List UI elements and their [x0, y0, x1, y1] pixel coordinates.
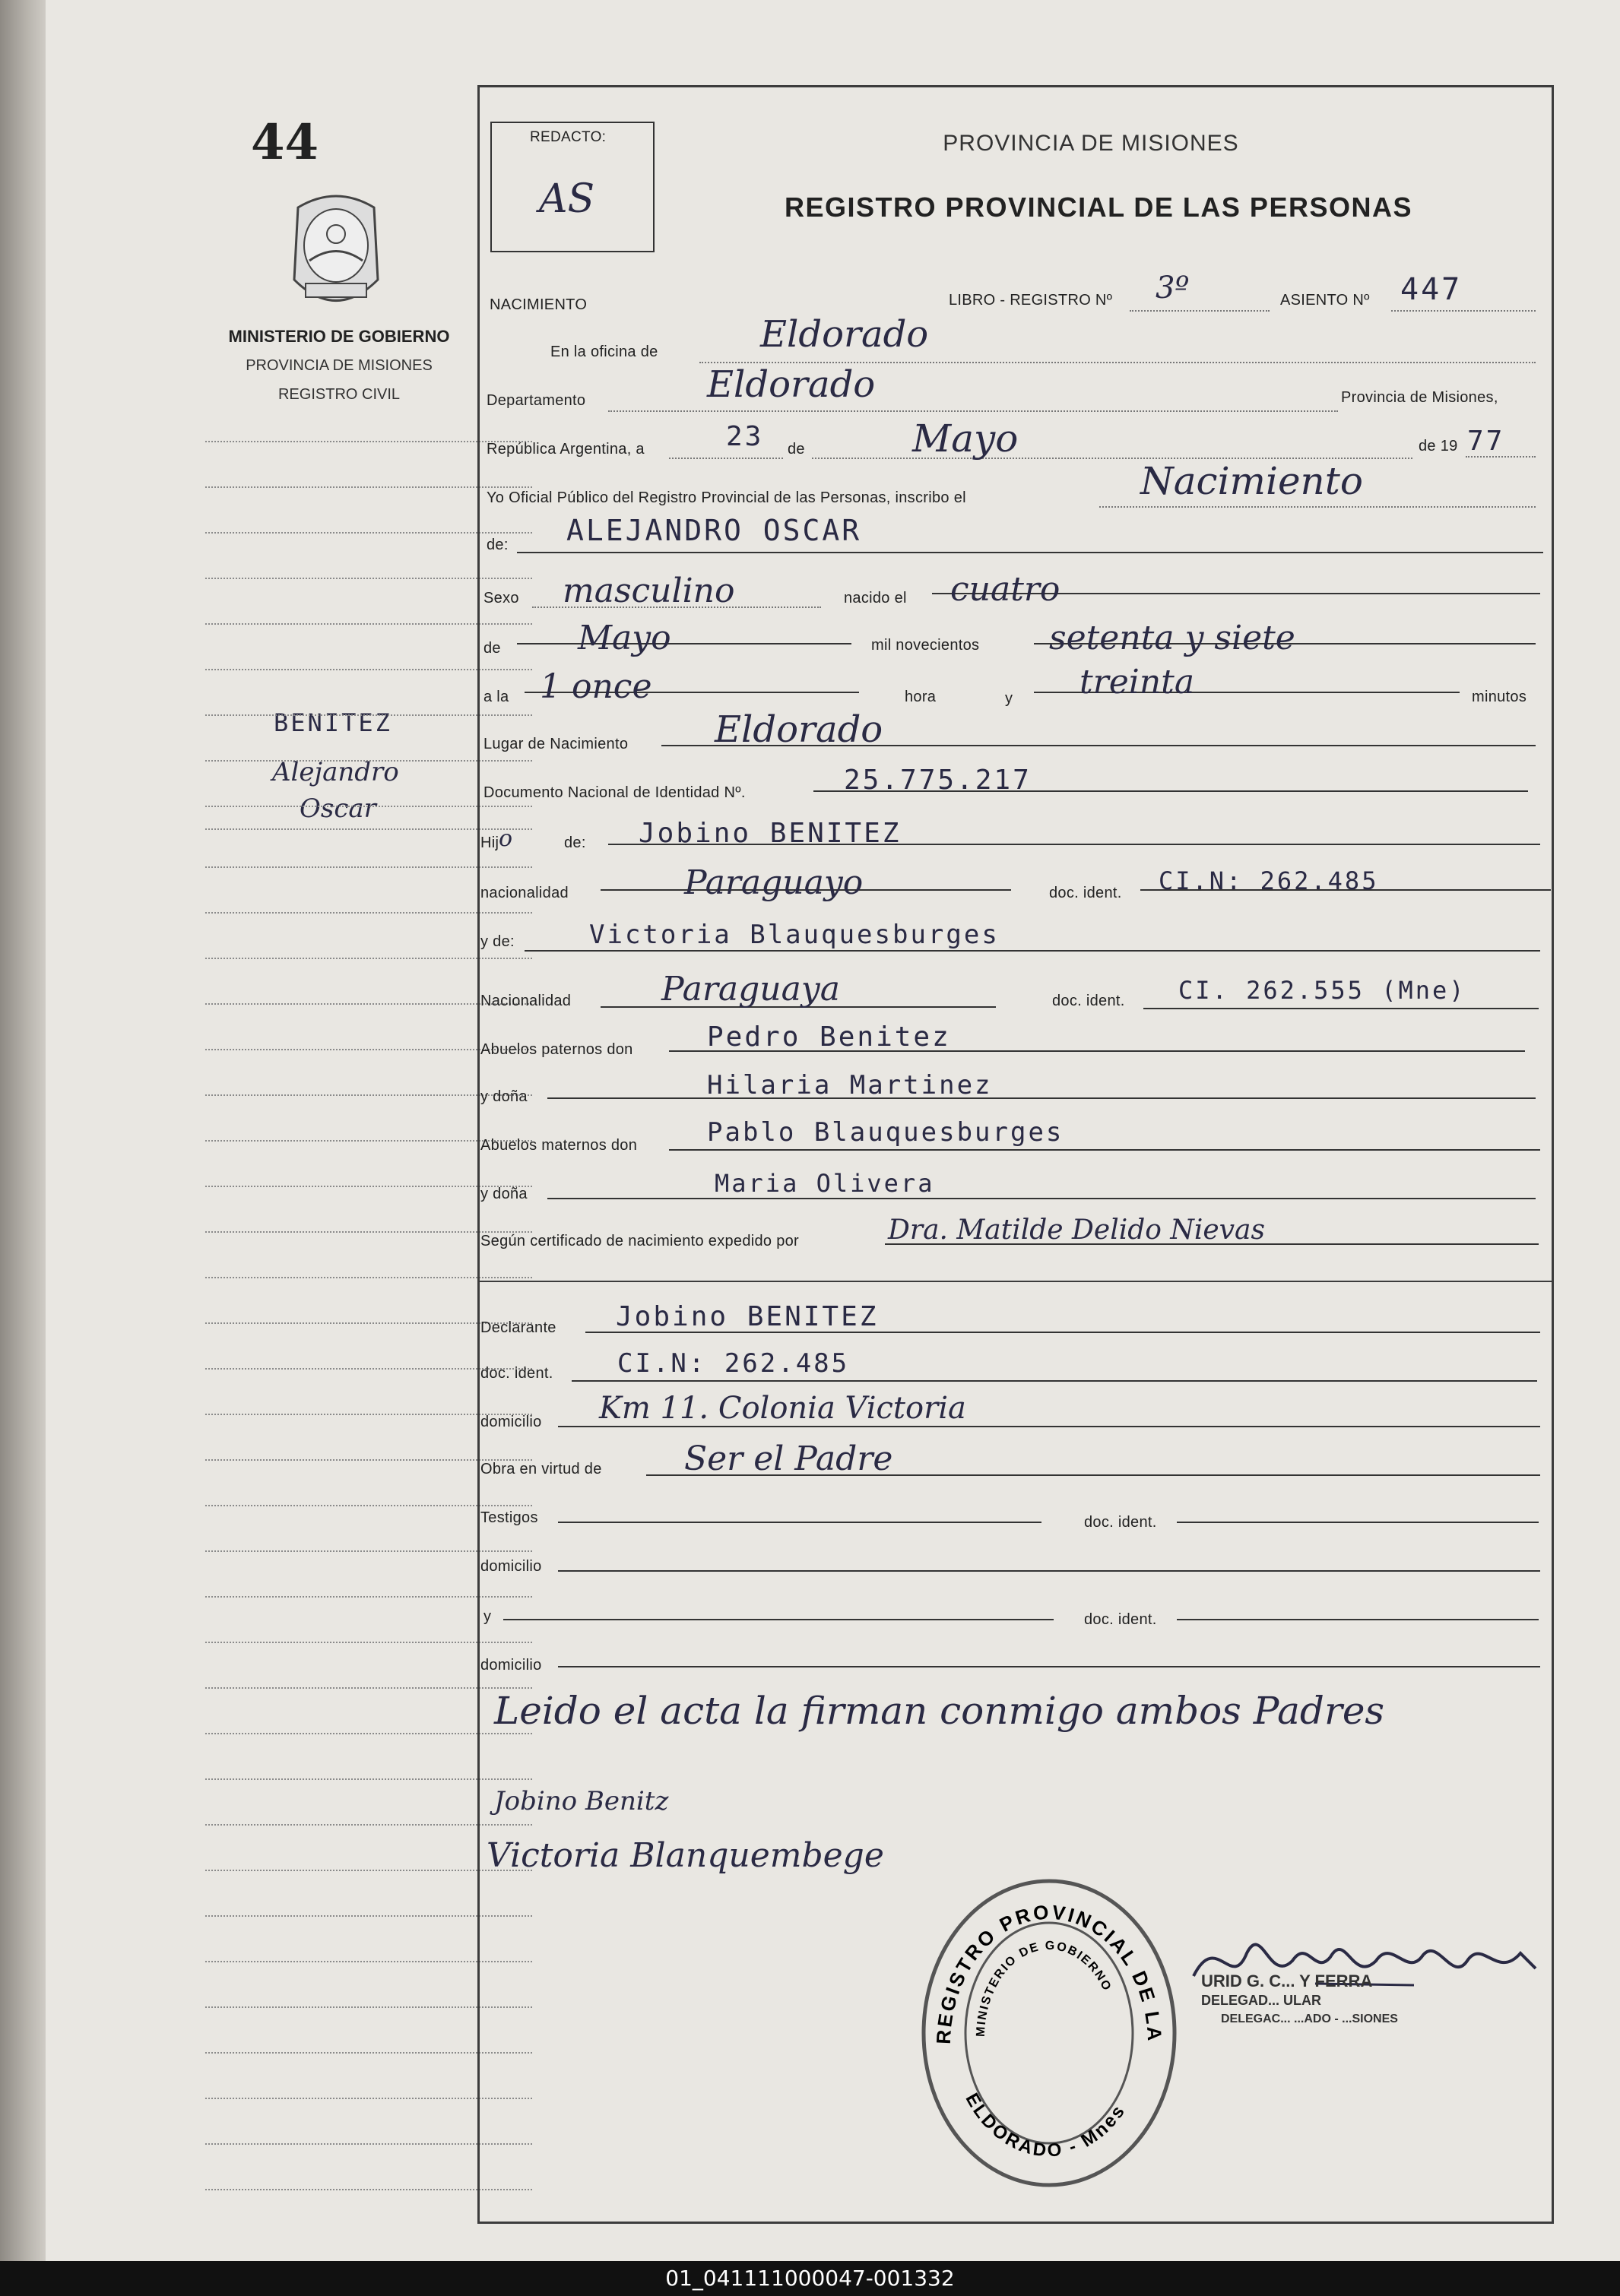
libro-label: LIBRO - REGISTRO Nº — [949, 292, 1113, 309]
dni-value: 25.775.217 — [844, 765, 1032, 796]
declarante-doc-value: CI.N: 262.485 — [617, 1348, 850, 1379]
dni-label: Documento Nacional de Identidad Nº. — [483, 784, 746, 801]
de-name-label: de: — [487, 537, 509, 553]
asiento-label: ASIENTO Nº — [1280, 292, 1370, 309]
abuelo-materno-value: Pablo Blauquesburges — [707, 1117, 1064, 1148]
republica-label: República Argentina, a — [487, 441, 645, 458]
book-binding — [0, 0, 46, 2261]
officer-stamp-line1: URID G. C... Y FERRA — [1201, 1971, 1373, 1990]
madre-doc-value: CI. 262.555 (Mne) — [1178, 976, 1466, 1005]
hora-value: 1 once — [540, 667, 652, 706]
redacto-label: REDACTO: — [530, 129, 607, 145]
svg-text:ELDORADO - Mnes: ELDORADO - Mnes — [961, 2089, 1130, 2161]
svg-text:MINISTERIO DE GOBIERNO: MINISTERIO DE GOBIERNO — [974, 1939, 1114, 2038]
madre-docident-label: doc. ident. — [1052, 993, 1125, 1009]
hijo-label: Hij — [480, 834, 499, 851]
nacionalidad2-label: Nacionalidad — [480, 993, 572, 1009]
abuelo-paterno-value: Pedro Benitez — [707, 1021, 951, 1053]
sexo-label: Sexo — [483, 590, 519, 606]
hijo-suffix: o — [499, 825, 513, 852]
abuela-materna-label: y doña — [480, 1186, 528, 1202]
padre-nacionalidad-value: Paraguayo — [684, 863, 864, 902]
yde-label: y de: — [480, 933, 515, 950]
lugar-label: Lugar de Nacimiento — [483, 736, 629, 752]
image-reference-bar — [0, 2261, 1620, 2296]
acto-value: Nacimiento — [1140, 459, 1363, 503]
officer-stamp-line3: DELEGAC... ...ADO - ...SIONES — [1221, 2013, 1398, 2025]
left-margin — [84, 0, 471, 2261]
testigo2-domicilio-label: domicilio — [480, 1657, 542, 1674]
ministry-title: MINISTERIO DE GOBIERNO — [228, 327, 450, 346]
obra-label: Obra en virtud de — [480, 1461, 602, 1477]
oficina-label: En la oficina de — [550, 344, 658, 360]
oficial-label: Yo Oficial Público del Registro Provincial de las Personas, inscribo el — [487, 489, 966, 506]
margin-note-name: Alejandro — [272, 757, 399, 787]
record-type-label: NACIMIENTO — [490, 296, 588, 313]
redacto-initials: AS — [539, 176, 595, 222]
minutos-value: treinta — [1079, 663, 1195, 701]
margin-note-name2: Oscar — [300, 793, 376, 824]
obra-value: Ser el Padre — [684, 1439, 893, 1478]
ministry-civil-registry: REGISTRO CIVIL — [277, 386, 401, 403]
dia-value: 23 — [726, 421, 764, 452]
folio-number: 44 — [251, 114, 319, 171]
nacido-dia-value: cuatro — [950, 570, 1060, 609]
abuelos-paternos-label: Abuelos paternos don — [480, 1041, 633, 1058]
abuelos-maternos-label: Abuelos maternos don — [480, 1137, 638, 1154]
de-year-label: de 19 — [1419, 438, 1458, 454]
declarante-label: Declarante — [480, 1319, 556, 1336]
testigos-docident-label: doc. ident. — [1084, 1514, 1157, 1531]
hijo-de-label: de: — [564, 834, 586, 851]
year-value: 77 — [1467, 426, 1505, 457]
departamento-label: Departamento — [487, 392, 586, 409]
officer-stamp-line2: DELEGAD... ULAR — [1201, 1993, 1322, 2008]
margin-note-surname: BENITEZ — [274, 708, 392, 737]
testigos-label: Testigos — [480, 1509, 538, 1526]
hora-label: hora — [905, 689, 937, 705]
image-reference: 01_041111000047-001332 — [665, 2266, 955, 2291]
certificado-value: Dra. Matilde Delido Nievas — [888, 1215, 1265, 1246]
libro-value: 3º — [1156, 271, 1190, 306]
certificado-label: Según certificado de nacimiento expedido por — [480, 1233, 800, 1249]
nacionalidad-label: nacionalidad — [480, 885, 569, 901]
nacido-anio-value: setenta y siete — [1049, 619, 1295, 657]
de-label: de — [788, 441, 805, 458]
province-heading: PROVINCIA DE MISIONES — [943, 131, 1239, 156]
ala-label: a la — [483, 689, 509, 705]
mil-label: mil novecientos — [871, 637, 980, 654]
minutos-label: minutos — [1472, 689, 1527, 705]
closing-statement: Leido el acta la firman conmigo ambos Padres — [494, 1689, 1385, 1733]
testigo2-y-label: y — [483, 1608, 492, 1625]
lugar-value: Eldorado — [715, 708, 883, 751]
abuela-materna-value: Maria Olivera — [715, 1169, 935, 1198]
declarante-value: Jobino BENITEZ — [616, 1301, 879, 1332]
de-mes-label: de — [483, 640, 501, 657]
registry-stamp — [912, 1870, 1186, 2189]
domicilio-value: Km 11. Colonia Victoria — [599, 1391, 966, 1426]
abuela-paterna-label: y doña — [480, 1088, 528, 1105]
departamento-value: Eldorado — [707, 363, 876, 406]
testigo2-docident-label: doc. ident. — [1084, 1611, 1157, 1628]
testigos-domicilio-label: domicilio — [480, 1558, 542, 1575]
y-label: y — [1005, 690, 1013, 707]
domicilio-label: domicilio — [480, 1414, 542, 1430]
firma-madre: Victoria Blanquembege — [487, 1836, 884, 1875]
nacido-label: nacido el — [844, 590, 907, 606]
ministry-province: PROVINCIA DE MISIONES — [246, 357, 433, 374]
registry-title: REGISTRO PROVINCIAL DE LAS PERSONAS — [785, 192, 1412, 223]
form-divider — [477, 1281, 1552, 1282]
madre-nacionalidad-value: Paraguaya — [661, 970, 840, 1009]
asiento-value: 447 — [1400, 272, 1463, 307]
oficina-value: Eldorado — [760, 313, 929, 356]
nacido-mes-value: Mayo — [578, 619, 671, 657]
ministry-seal — [283, 188, 389, 318]
firma-padre: Jobino Benitz — [494, 1786, 669, 1816]
padre-doc-value: CI.N: 262.485 — [1159, 866, 1379, 895]
nombre-value: ALEJANDRO OSCAR — [566, 514, 862, 547]
padre-docident-label: doc. ident. — [1049, 885, 1122, 901]
provincia-label: Provincia de Misiones, — [1341, 389, 1498, 406]
mes-value: Mayo — [912, 416, 1019, 461]
abuela-paterna-value: Hilaria Martinez — [707, 1070, 993, 1100]
svg-text:REGISTRO PROVINCIAL DE LAS PER: REGISTRO PROVINCIAL DE LA — [931, 1900, 1167, 2045]
sexo-value: masculino — [563, 572, 735, 610]
padre-value: Jobino BENITEZ — [639, 818, 902, 849]
redacto-box — [490, 122, 655, 252]
declarante-docident-label: doc. ident. — [480, 1365, 553, 1382]
madre-value: Victoria Blauquesburges — [589, 920, 1000, 950]
